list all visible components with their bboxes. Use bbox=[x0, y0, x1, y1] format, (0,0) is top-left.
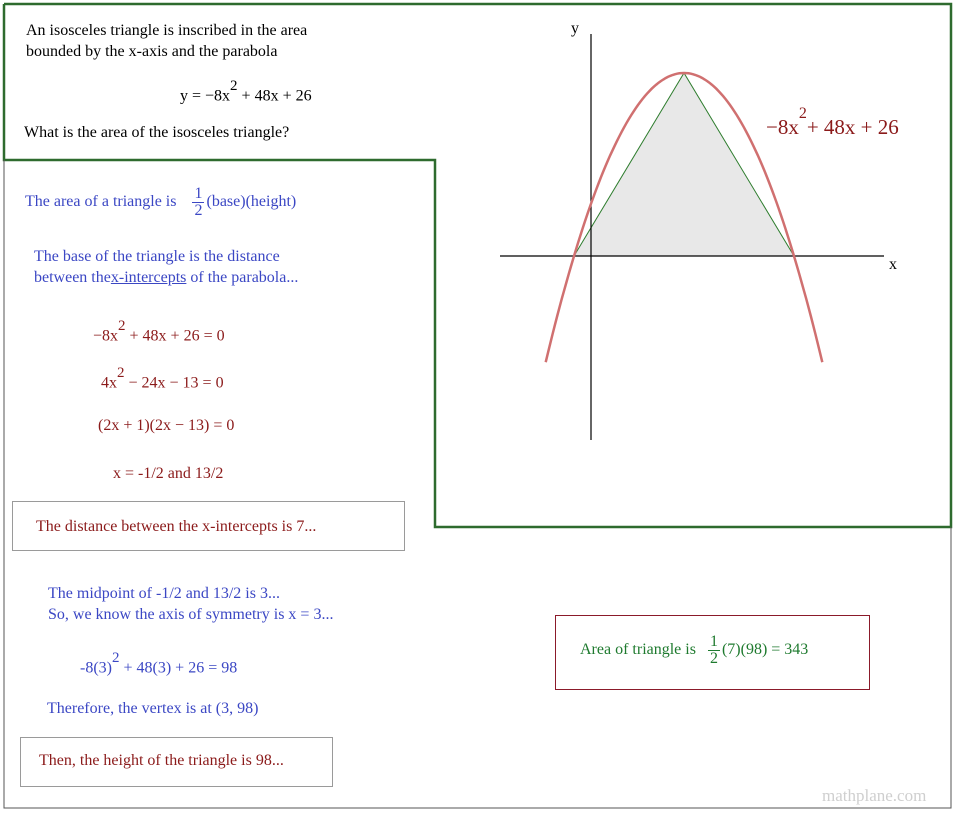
y-axis-label: y bbox=[571, 20, 579, 37]
parabola-graph bbox=[480, 20, 950, 450]
step-1: $-8x^2 + 48x + 26 = 0$ bbox=[93, 318, 225, 345]
watermark: mathplane.com bbox=[822, 786, 927, 805]
area-result-text: Area of triangle is bbox=[580, 641, 696, 659]
vertex-statement: Therefore, the vertex is at (3, 98) bbox=[47, 700, 259, 717]
curve-label-a: −8x bbox=[766, 115, 799, 139]
midpoint-line-2: So, we know the axis of symmetry is x = 3... bbox=[48, 606, 334, 623]
area-formula-tail: (base)(height) bbox=[206, 193, 297, 211]
area-result bbox=[580, 634, 808, 667]
curve-label-b: + 48x + 26 bbox=[806, 115, 899, 139]
problem-line-2: bounded by the x-axis and the parabola bbox=[26, 43, 278, 60]
height-text: Then, the height of the triangle is 98... bbox=[39, 752, 284, 769]
base-line-1: The base of the triangle is the distance bbox=[34, 248, 280, 265]
problem-question: What is the area of the isosceles triangle? bbox=[24, 124, 290, 141]
base-line-2-a: between the bbox=[34, 269, 111, 286]
midpoint-line-1: The midpoint of -1/2 and 13/2 is 3... bbox=[48, 585, 280, 602]
height-box bbox=[20, 737, 333, 787]
distance-text: The distance between the x-intercepts is 7... bbox=[36, 518, 317, 535]
x-intercepts-term: x-intercepts bbox=[110, 269, 187, 286]
area-result-box bbox=[555, 615, 870, 690]
step-3: (2x + 1)(2x − 13) = 0 bbox=[98, 417, 235, 434]
step-4: x = -1/2 and 13/2 bbox=[113, 465, 224, 482]
base-line-2-b: of the parabola... bbox=[190, 269, 299, 286]
equation-exponent: 2 bbox=[230, 78, 238, 94]
distance-box bbox=[12, 501, 405, 551]
area-formula-text: The area of a triangle is bbox=[25, 193, 177, 211]
step-2: $4x^2 - 24x - 13 = 0$ bbox=[101, 365, 224, 392]
area-half-fraction: $\frac{1}{2}$ bbox=[709, 633, 718, 667]
vertex-calculation: $-8(3)^2 + 48(3) + 26 = 98$ bbox=[80, 650, 238, 677]
problem-equation bbox=[180, 78, 312, 105]
curve-label bbox=[766, 105, 899, 140]
base-line-2 bbox=[34, 269, 298, 287]
half-fraction: $\frac{1}{2}$ bbox=[194, 185, 203, 219]
equation-lhs: y = −8x bbox=[180, 87, 231, 105]
area-formula bbox=[25, 186, 296, 219]
curve-label-exp: 2 bbox=[798, 105, 807, 122]
x-axis-label: x bbox=[889, 256, 897, 273]
equation-rhs: + 48x + 26 bbox=[237, 87, 312, 105]
area-result-tail: (7)(98) = 343 bbox=[721, 641, 809, 659]
problem-line-1: An isosceles triangle is inscribed in the area bbox=[26, 22, 308, 39]
